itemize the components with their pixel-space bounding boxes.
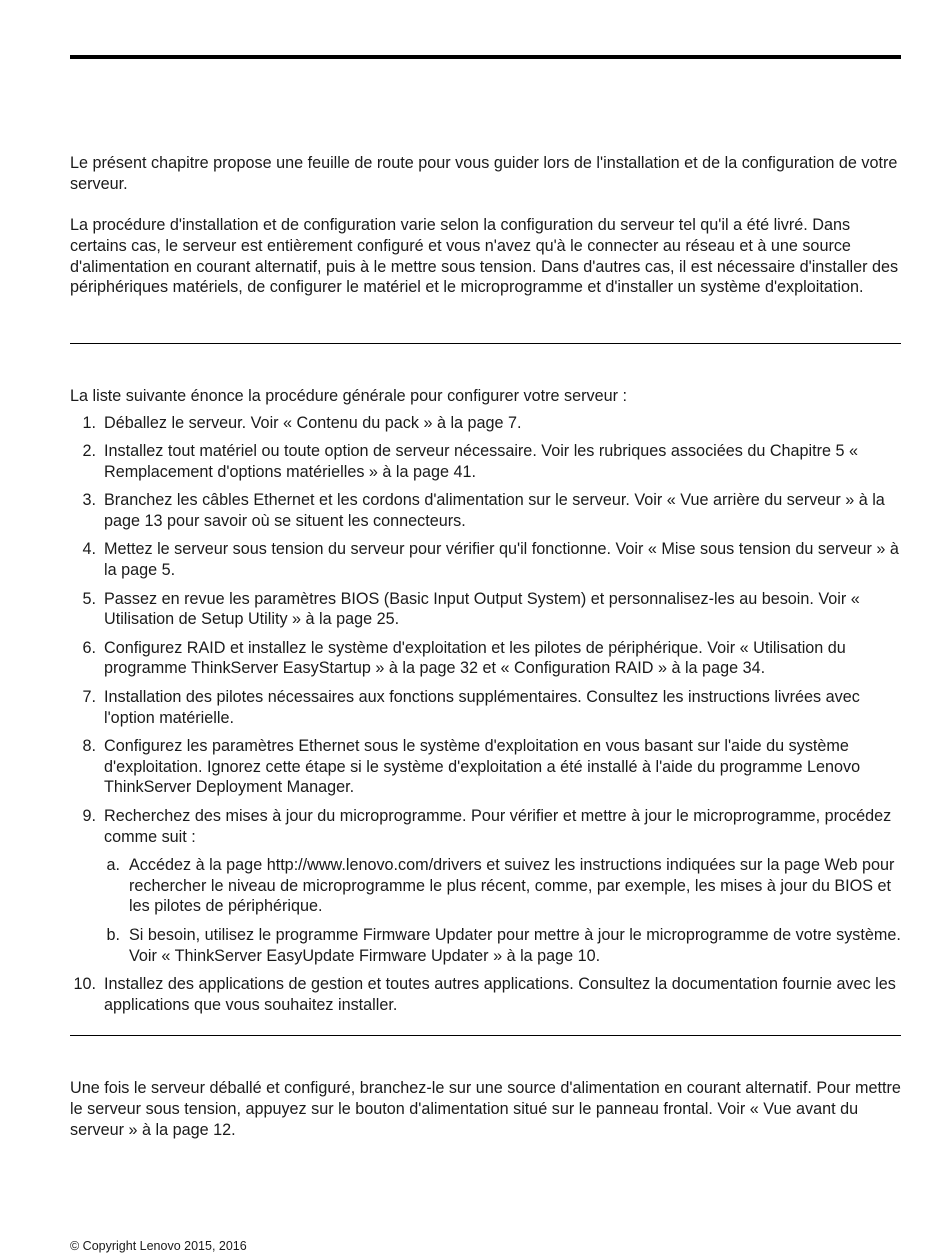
step-text: Passez en revue les paramètres BIOS (Basic Input Output System) et personnalisez-les au besoin. Voir « Utilisation de Setup Utility » à la page 25.: [104, 589, 860, 629]
procedure-lead: La liste suivante énonce la procédure générale pour configurer votre serveur :: [70, 387, 627, 405]
substeps-list: [104, 855, 905, 966]
step-number: 3.: [82, 491, 96, 510]
step-number: 6.: [82, 638, 96, 657]
list-item: [70, 638, 905, 680]
substep-text: Si besoin, utilisez le programme Firmware Updater pour mettre à jour le microprogramme de votre système. Voir « ThinkServer EasyUpdate Firmware Updater » à la page 10.: [129, 925, 901, 965]
list-item: [70, 736, 905, 798]
list-item: [70, 539, 905, 581]
power-on-paragraph: Une fois le serveur déballé et configuré, branchez-le sur une source d'alimentation en courant alternatif. Pour mettre le serveur sous tension, appuyez sur le bouton d'alimentation situé sur le panneau frontal. Voir « Vue avant du serveur » à la page 12.: [70, 1079, 901, 1139]
list-item: [70, 490, 905, 532]
copyright-footer: © Copyright Lenovo 2015, 2016: [70, 1239, 247, 1253]
step-number: 2.: [82, 442, 96, 461]
step-number: 8.: [82, 736, 96, 755]
step-text: Branchez les câbles Ethernet et les cordons d'alimentation sur le serveur. Voir « Vue arrière du serveur » à la page 13 pour savoir où se situent les connecteurs.: [104, 491, 885, 531]
step-text: Configurez les paramètres Ethernet sous le système d'exploitation en vous basant sur l'aide du système d'exploitation. Ignorez cette étape si le système d'exploitation a été installé à l'aide du programme Lenovo ThinkServer Deployment Manager.: [104, 736, 861, 797]
step-text: Recherchez des mises à jour du microprogramme. Pour vérifier et mettre à jour le microprogramme, procédez comme suit :: [104, 806, 892, 846]
list-item: [70, 974, 905, 1016]
list-item: [104, 855, 905, 917]
step-text: Déballez le serveur. Voir « Contenu du pack » à la page 7.: [104, 414, 522, 432]
step-text: Configurez RAID et installez le système d'exploitation et les pilotes de périphérique. Voir « Utilisation du programme ThinkServer EasyStartup » à la page 32 et « Configuration RAID » à la page 34.: [104, 638, 846, 678]
procedure-steps-list: [70, 413, 905, 1023]
header-rule: [70, 55, 901, 59]
step-text: Installez tout matériel ou toute option de serveur nécessaire. Voir les rubriques associées du Chapitre 5 « Remplacement d'options matérielles » à la page 41.: [104, 442, 859, 482]
step-number: 4.: [82, 540, 96, 559]
section-divider-1: [70, 343, 901, 344]
intro-paragraph-1: Le présent chapitre propose une feuille de route pour vous guider lors de l'installation et de la configuration de votre serveur.: [70, 154, 898, 193]
step-text: Mettez le serveur sous tension du serveur pour vérifier qu'il fonctionne. Voir « Mise sous tension du serveur » à la page 5.: [104, 540, 899, 580]
list-item: [70, 806, 905, 967]
substep-letter: b.: [106, 925, 120, 944]
step-number: 1.: [82, 414, 96, 432]
step-text: Installez des applications de gestion et toutes autres applications. Consultez la documentation fournie avec les applications que vous souhaitez installer.: [104, 974, 896, 1014]
list-item: [70, 413, 905, 434]
list-item: [70, 687, 905, 729]
list-item: [70, 589, 905, 631]
step-text: Installation des pilotes nécessaires aux fonctions supplémentaires. Consultez les instructions livrées avec l'option matérielle.: [104, 687, 860, 727]
section-divider-2: [70, 1035, 901, 1036]
step-number: 10.: [73, 974, 96, 993]
substep-letter: a.: [106, 855, 120, 874]
step-number: 9.: [82, 806, 96, 825]
step-number: 7.: [82, 687, 96, 706]
substep-text: Accédez à la page http://www.lenovo.com/drivers et suivez les instructions indiquées sur la page Web pour rechercher le niveau de microprogramme le plus récent, comme, par exemple, les mises à jour du BIOS et les pilotes de périphérique.: [129, 855, 895, 916]
list-item: [104, 925, 905, 967]
step-number: 5.: [82, 589, 96, 608]
intro-paragraph-2: La procédure d'installation et de configuration varie selon la configuration du serveur tel qu'il a été livré. Dans certains cas, le serveur est entièrement configuré et vous n'avez qu'à le connecter au réseau et à une source d'alimentation en courant alternatif, puis à le mettre sous tension. Dans d'autres cas, il est nécessaire d'installer des périphériques matériels, de configurer le matériel et le microprogramme et d'installer un système d'exploitation.: [70, 216, 899, 297]
list-item: [70, 441, 905, 483]
